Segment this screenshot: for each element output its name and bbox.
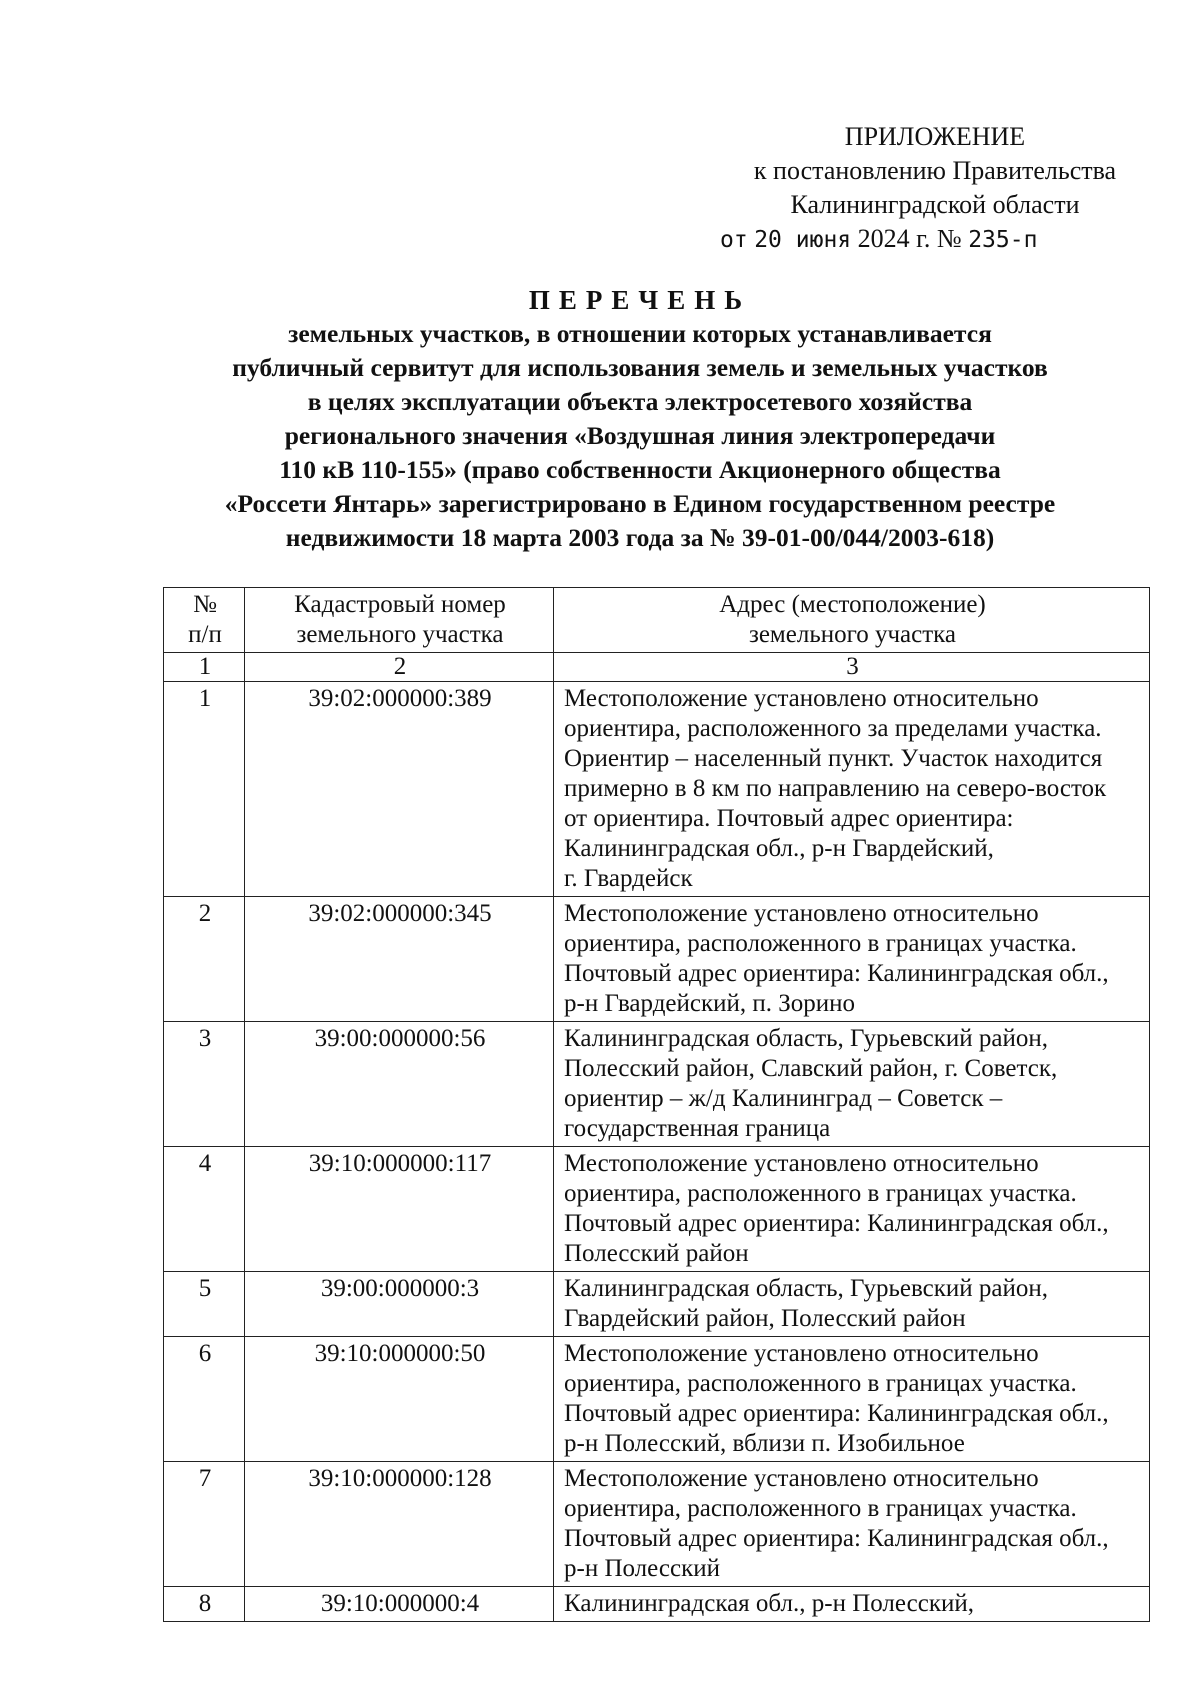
title-line: недвижимости 18 марта 2003 года за № 39-01-00/044/2003-618)	[285, 523, 995, 552]
parcel-address	[554, 1587, 1150, 1622]
cadastral-number: 39:02:000000:345	[245, 897, 554, 1022]
date-year-suffix: г. №	[916, 224, 962, 253]
cadastral-number: 39:00:000000:56	[245, 1022, 554, 1147]
appendix-title: ПРИЛОЖЕНИЕ	[844, 122, 1026, 151]
title-line: земельных участков, в отношении которых устанавливается	[288, 319, 992, 348]
parcel-address	[554, 1272, 1150, 1337]
index-cell: 2	[245, 653, 554, 682]
table-header-row	[164, 588, 1150, 653]
appendix-block	[700, 120, 1170, 257]
row-number: 1	[164, 682, 245, 897]
appendix-line-region: Калининградской области	[790, 190, 1080, 219]
row-number: 2	[164, 897, 245, 1022]
parcel-address-text: Местоположение установлено относительно ориентира, расположенного в границах участка. Почтовый адрес ориентира: Калининградская обл., р-н Полесский, вблизи п. Изобильное	[564, 1340, 1109, 1457]
table-row	[164, 897, 1150, 1022]
table-index-row	[164, 653, 1150, 682]
index-cell: 1	[164, 653, 245, 682]
title-line: публичный сервитут для использования земель и земельных участков	[232, 353, 1048, 382]
table-row	[164, 1462, 1150, 1587]
index-cell: 3	[554, 653, 1150, 682]
parcel-address	[554, 1337, 1150, 1462]
row-number: 7	[164, 1462, 245, 1587]
table-body	[164, 682, 1150, 1622]
table-row	[164, 1272, 1150, 1337]
title-heading: ПЕРЕЧЕНЬ	[528, 285, 752, 315]
table-row	[164, 1587, 1150, 1622]
parcel-address-text: Местоположение установлено относительно ориентира, расположенного в границах участка. Почтовый адрес ориентира: Калининградская обл., р-н Полесский	[564, 1465, 1109, 1582]
parcel-address-text: Местоположение установлено относительно ориентира, расположенного за пределами участка. Ориентир – населенный пункт. Участок находится примерно в 8 км по направлению на северо-восток от ориентира. Почтовый адрес ориентира: Калининградская обл., р-н Гвардейский, г. Гвардейск	[564, 685, 1107, 892]
row-number: 8	[164, 1587, 245, 1622]
date-year: 2024	[857, 224, 910, 253]
appendix-line-resolution: к постановлению Правительства	[753, 156, 1117, 185]
parcel-address-text: Калининградская область, Гурьевский район, Полесский район, Славский район, г. Советск, ориентир – ж/д Калининград – Советск – государственная граница	[564, 1025, 1058, 1142]
title-line: в целях эксплуатации объекта электросетевого хозяйства	[307, 387, 973, 416]
cadastral-number: 39:10:000000:117	[245, 1147, 554, 1272]
row-number: 6	[164, 1337, 245, 1462]
title-line: регионального значения «Воздушная линия электропередачи	[284, 421, 996, 450]
resolution-number: 235-п	[968, 227, 1038, 253]
header-num: № п/п	[164, 588, 245, 653]
parcel-address-text: Калининградская обл., р-н Полесский,	[564, 1590, 974, 1617]
table-row	[164, 1147, 1150, 1272]
table-row	[164, 682, 1150, 897]
cadastral-number: 39:02:000000:389	[245, 682, 554, 897]
document-title	[160, 283, 1120, 555]
header-address: Адрес (местоположение) земельного участка	[554, 588, 1150, 653]
parcel-address-text: Калининградская область, Гурьевский район, Гвардейский район, Полесский район	[564, 1275, 1049, 1332]
date-value: 20 июня	[754, 227, 852, 253]
header-cadastral: Кадастровый номер земельного участка	[245, 588, 554, 653]
row-number: 4	[164, 1147, 245, 1272]
parcel-address	[554, 682, 1150, 897]
appendix-date-line	[700, 222, 1170, 257]
table-row	[164, 1337, 1150, 1462]
parcels-table	[163, 587, 1150, 1622]
parcel-address	[554, 1022, 1150, 1147]
parcel-address	[554, 1462, 1150, 1587]
cadastral-number: 39:00:000000:3	[245, 1272, 554, 1337]
parcel-address-text: Местоположение установлено относительно ориентира, расположенного в границах участка. Почтовый адрес ориентира: Калининградская обл., Полесский район	[564, 1150, 1109, 1267]
title-line: 110 кВ 110-155» (право собственности Акционерного общества	[279, 455, 1001, 484]
date-prefix: от	[720, 227, 748, 253]
table-row	[164, 1022, 1150, 1147]
row-number: 5	[164, 1272, 245, 1337]
title-line: «Россети Янтарь» зарегистрировано в Едином государственном реестре	[224, 489, 1056, 518]
row-number: 3	[164, 1022, 245, 1147]
parcel-address	[554, 1147, 1150, 1272]
cadastral-number: 39:10:000000:50	[245, 1337, 554, 1462]
cadastral-number: 39:10:000000:128	[245, 1462, 554, 1587]
parcel-address-text: Местоположение установлено относительно ориентира, расположенного в границах участка. Почтовый адрес ориентира: Калининградская обл., р-н Гвардейский, п. Зорино	[564, 900, 1109, 1017]
cadastral-number: 39:10:000000:4	[245, 1587, 554, 1622]
parcel-address	[554, 897, 1150, 1022]
